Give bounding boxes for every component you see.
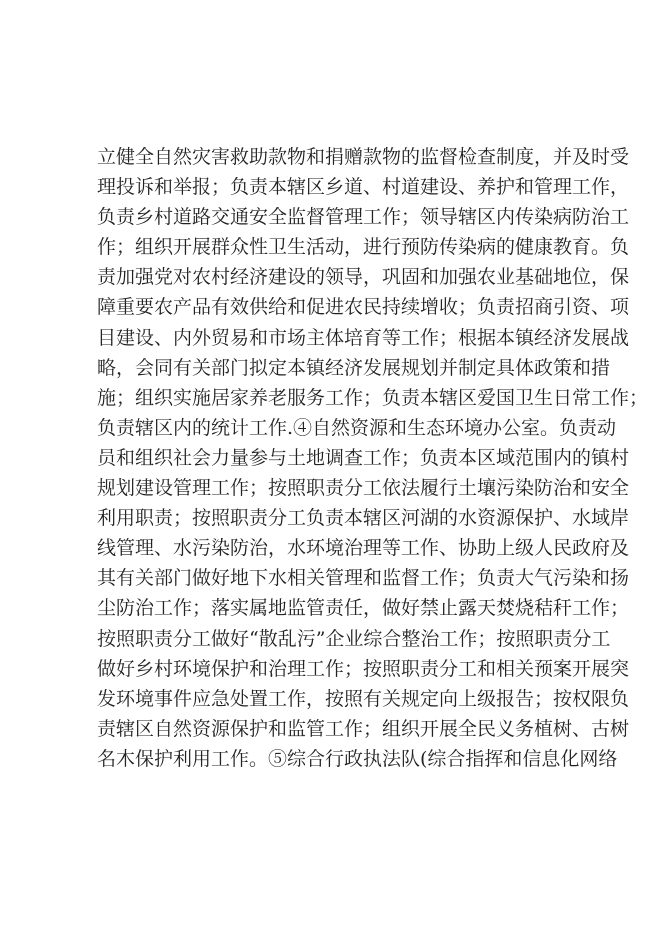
document-body bbox=[97, 142, 649, 774]
text-line: 理投诉和举报；负责本辖区乡道、村道建设、养护和管理工作， bbox=[97, 176, 630, 199]
text-line: 发环境事件应急处置工作，按照有关规定向上级报告；按权限负 bbox=[97, 687, 630, 710]
text-line: 尘防治工作；落实属地监管责任，做好禁止露天焚烧秸秆工作； bbox=[97, 597, 630, 620]
text-line: 障重要农产品有效供给和促进农民持续增收；负责招商引资、项 bbox=[97, 296, 630, 319]
text-line: 利用职责；按照职责分工负责本辖区河湖的水资源保护、水域岸 bbox=[97, 507, 630, 530]
text-line: 立健全自然灾害救助款物和捐赠款物的监督检查制度，并及时受 bbox=[97, 146, 630, 168]
text-line: 负责乡村道路交通安全监督管理工作；领导辖区内传染病防治工 bbox=[97, 206, 630, 229]
text-line: 规划建设管理工作；按照职责分工依法履行土壤污染防治和安全 bbox=[97, 477, 630, 500]
text-line: 责辖区自然资源保护和监管工作；组织开展全民义务植树、古树 bbox=[97, 717, 630, 740]
text-line: 施；组织实施居家养老服务工作；负责本辖区爱国卫生日常工作； bbox=[97, 386, 649, 409]
text-line: 负责辖区内的统计工作.④自然资源和生态环境办公室。负责动 bbox=[97, 416, 617, 439]
text-line: 员和组织社会力量参与土地调查工作；负责本区域范围内的镇村 bbox=[97, 446, 630, 469]
text-line: 做好乡村环境保护和治理工作；按照职责分工和相关预案开展突 bbox=[97, 657, 630, 680]
text-line: 目建设、内外贸易和市场主体培育等工作；根据本镇经济发展战 bbox=[97, 326, 630, 349]
text-line: 名木保护利用工作。⑤综合行政执法队(综合指挥和信息化网络 bbox=[97, 747, 618, 770]
text-line: 其有关部门做好地下水相关管理和监督工作；负责大气污染和扬 bbox=[97, 567, 630, 590]
text-line: 作；组织开展群众性卫生活动，进行预防传染病的健康教育。负 bbox=[97, 236, 630, 259]
text-line: 线管理、水污染防治，水环境治理等工作、协助上级人民政府及 bbox=[97, 537, 630, 560]
text-line: 责加强党对农村经济建设的领导，巩固和加强农业基础地位，保 bbox=[97, 266, 630, 289]
text-line: 略，会同有关部门拟定本镇经济发展规划并制定具体政策和措 bbox=[97, 356, 611, 379]
text-line: 按照职责分工做好“散乱污”企业综合整治工作；按照职责分工 bbox=[97, 627, 611, 650]
